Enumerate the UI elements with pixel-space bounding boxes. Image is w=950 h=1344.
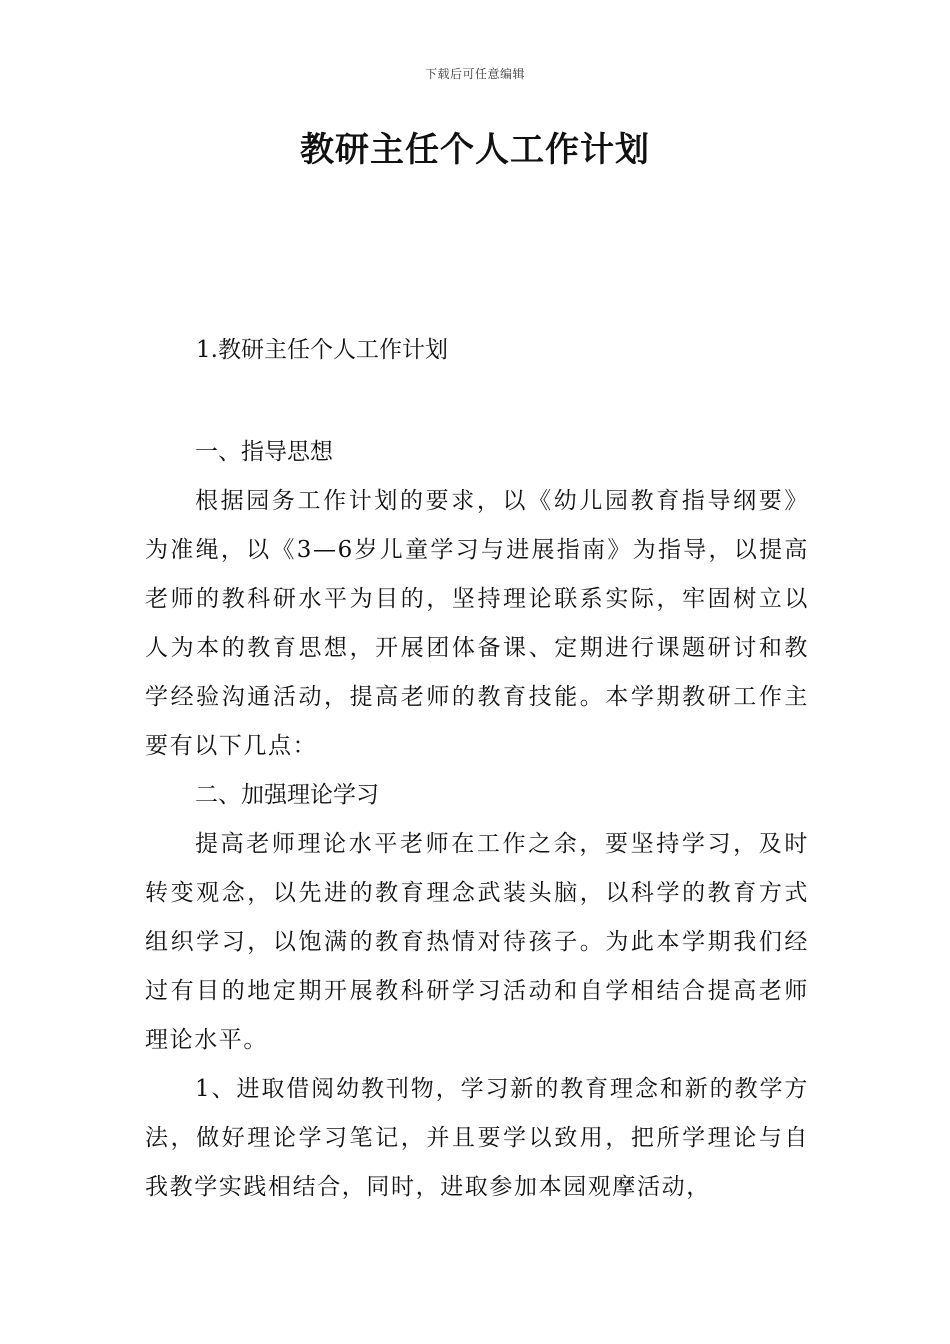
header-note: 下载后可任意编辑 (424, 67, 525, 81)
document-body (145, 428, 809, 1212)
section-heading-theory-study: 二、加强理论学习 (195, 782, 379, 808)
document-subtitle: 1.教研主任个人工作计划 (196, 337, 448, 363)
document-title: 教研主任个人工作计划 (300, 130, 650, 170)
paragraph-theory-study: 提高老师理论水平老师在工作之余，要坚持学习，及时转变观念，以先进的教育理念武装头脑，以科学的教育方式组织学习，以饱满的教育热情对待孩子。为此本学期我们经过有目的地定期开展教科研学习活动和自学相结合提高老师理论水平。 (145, 831, 809, 1053)
paragraph-guiding-ideology: 根据园务工作计划的要求，以《幼儿园教育指导纲要》为准绳，以《3—6岁儿童学习与进展指南》为指导，以提高老师的教科研水平为目的，坚持理论联系实际，牢固树立以人为本的教育思想，开展团体备课、定期进行课题研讨和教学经验沟通活动，提高老师的教育技能。本学期教研工作主要有以下几点： (145, 488, 809, 759)
section-heading-guiding-ideology: 一、指导思想 (195, 439, 333, 465)
paragraph-item-1: 1、进取借阅幼教刊物，学习新的教育理念和新的教学方法，做好理论学习笔记，并且要学以致用，把所学理论与自我教学实践相结合，同时，进取参加本园观摩活动， (145, 1076, 809, 1200)
